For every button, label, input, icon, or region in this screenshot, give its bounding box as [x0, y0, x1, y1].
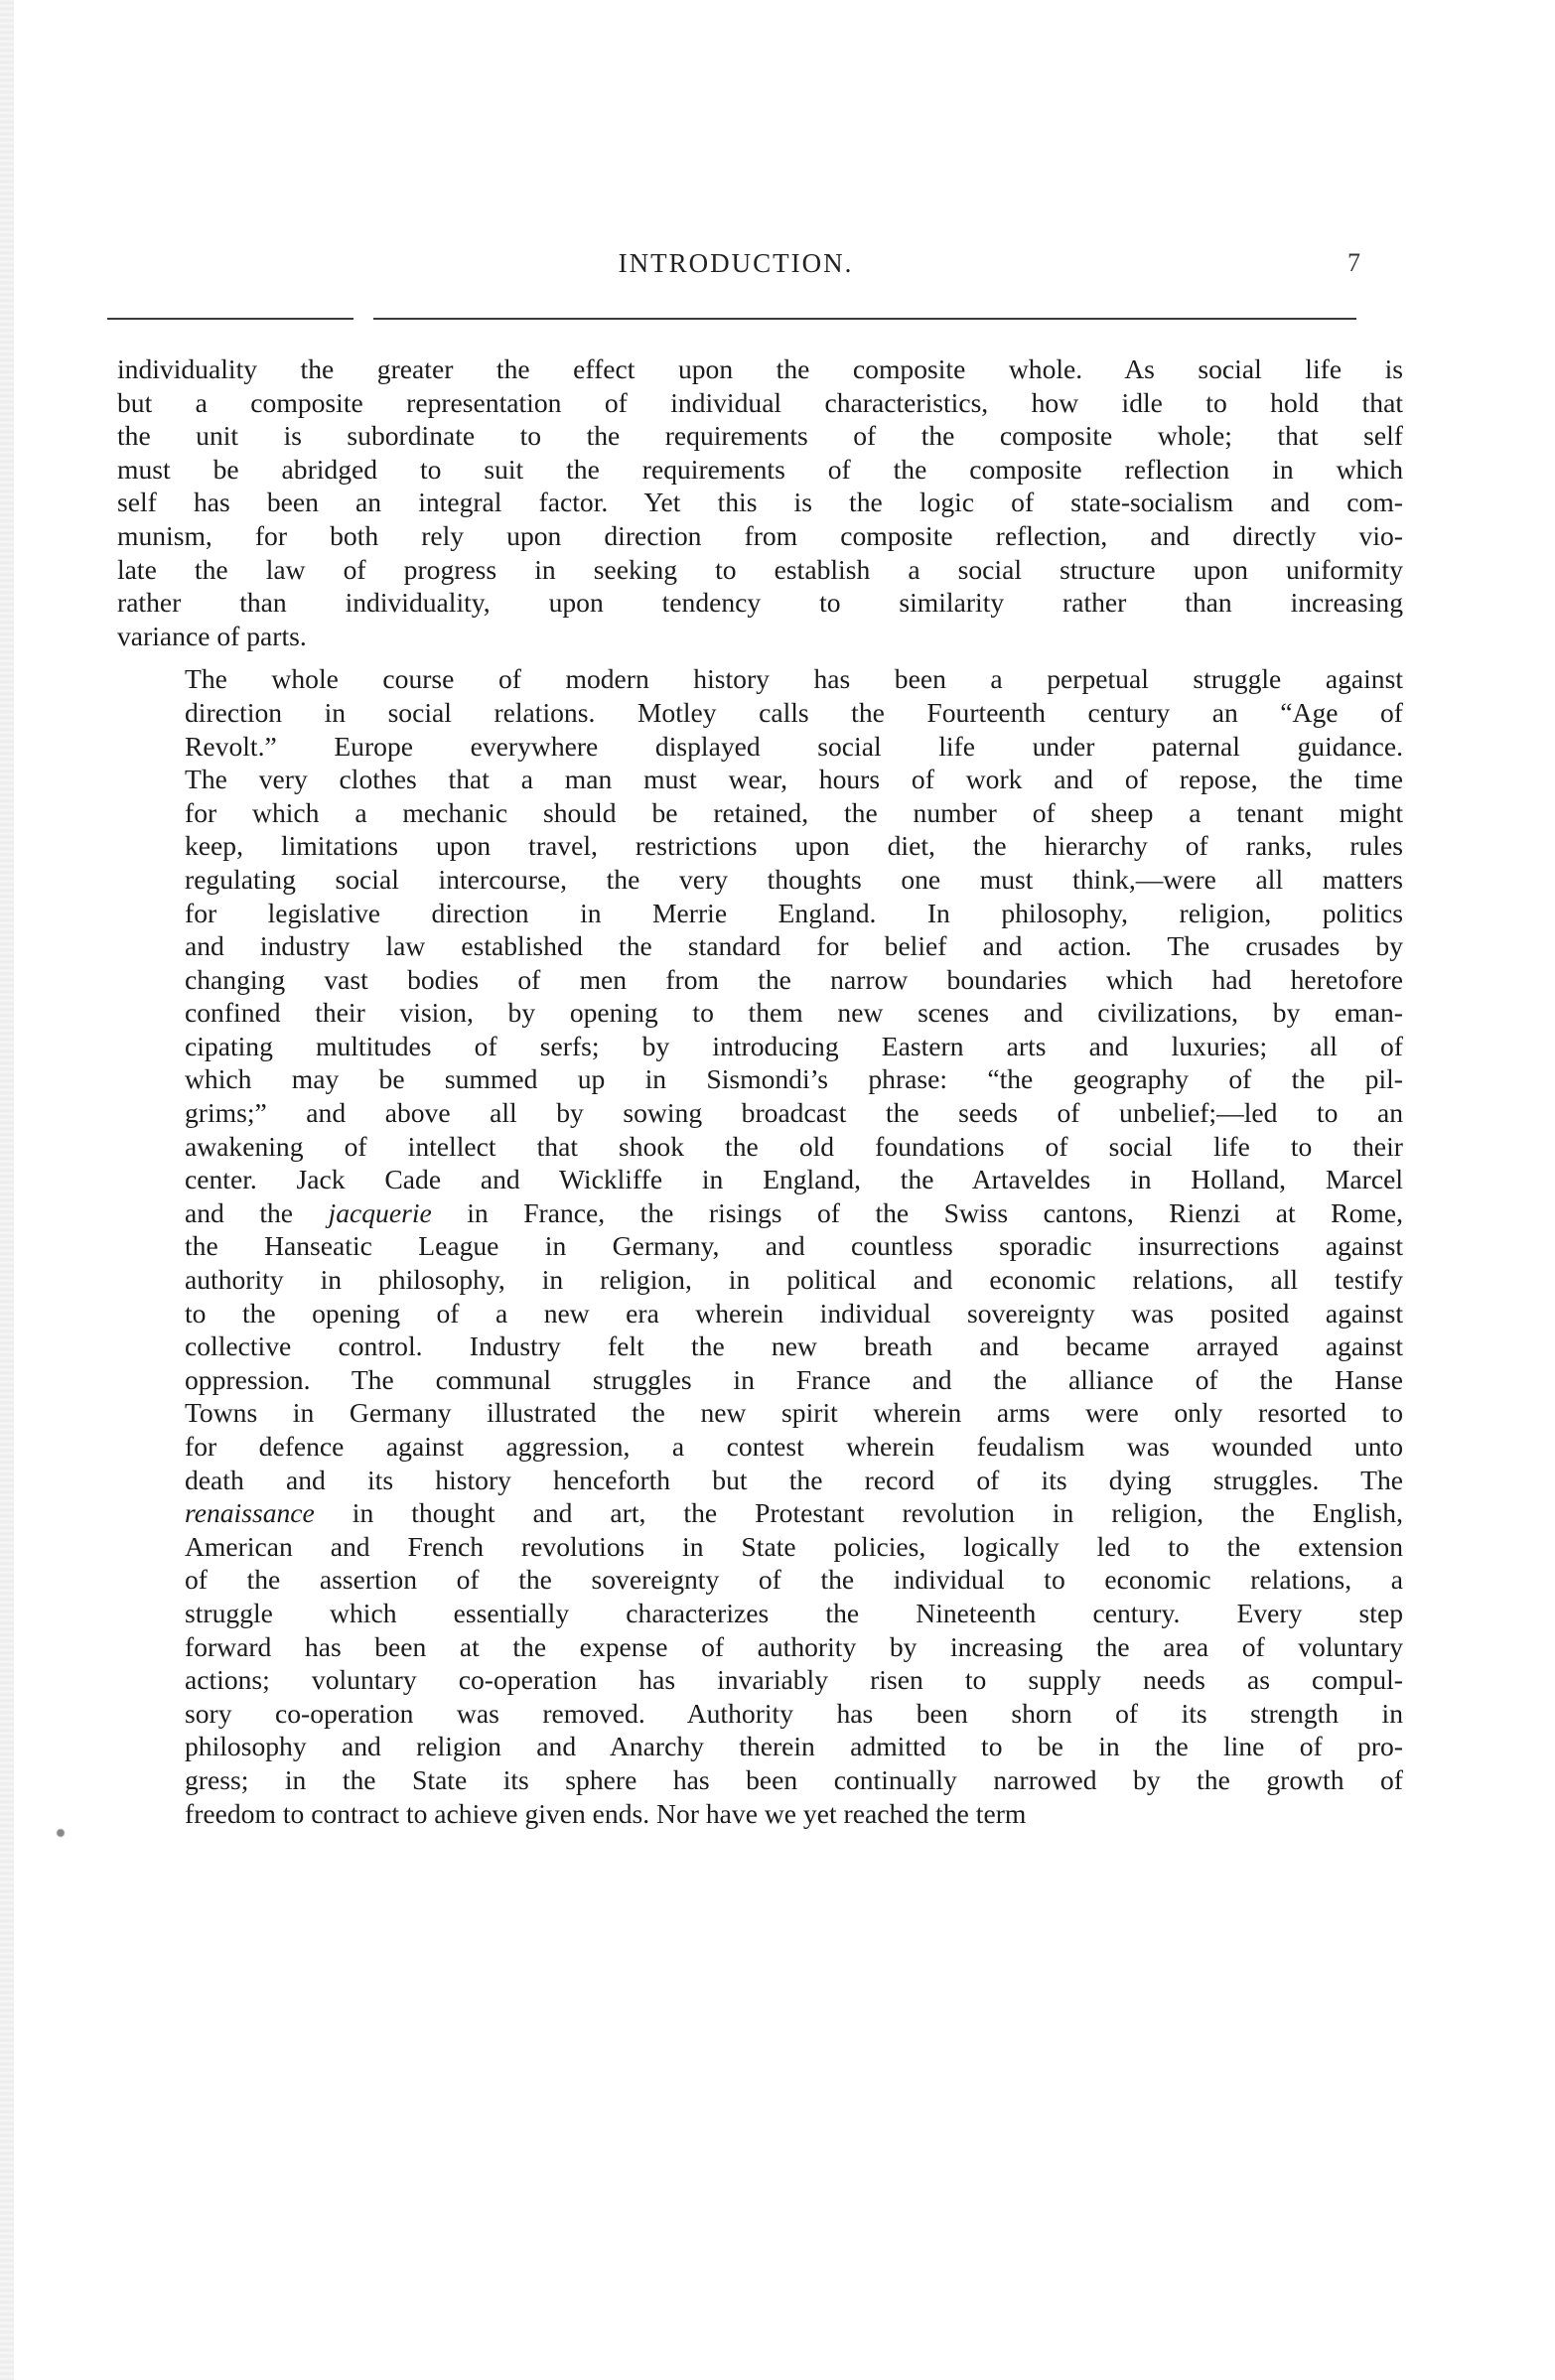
italic-term: renaissance — [185, 1497, 315, 1529]
text-line: forward has been at the expense of authority by increasing the area of voluntary — [185, 1630, 1403, 1662]
text-line: The very clothes that a man must wear, hours of work and of repose, the time — [185, 764, 1403, 795]
text-line: American and French revolutions in State policies, logically led to the extension — [185, 1530, 1403, 1562]
text-line: freedom to contract to achieve given ends. Nor have we yet reached the term — [185, 1797, 1027, 1829]
text-line: keep, limitations upon travel, restrictions upon diet, the hierarchy of ranks, rules — [185, 830, 1403, 862]
text-line: for defence against aggression, a contest wherein feudalism was wounded unto — [185, 1431, 1403, 1462]
text-line: Towns in Germany illustrated the new spirit wherein arms were only resorted to — [185, 1397, 1403, 1429]
text-line: renaissance in thought and art, the Protestant revolution in religion, the English, — [185, 1497, 1403, 1529]
margin-mark — [56, 1827, 66, 1839]
text-line: death and its history henceforth but the record of its dying struggles. The — [185, 1464, 1403, 1495]
text-line: to the opening of a new era wherein individual sovereignty was posited against — [185, 1297, 1403, 1329]
text-line: Revolt.” Europe everywhere displayed social life under paternal guidance. — [185, 730, 1403, 762]
text-line: actions; voluntary co-operation has invariably risen to supply needs as compul- — [185, 1664, 1403, 1696]
text-line: cipating multitudes of serfs; by introducing Eastern arts and luxuries; all of — [185, 1030, 1403, 1061]
text-line: direction in social relations. Motley calls the Fourteenth century an “Age of — [185, 696, 1403, 728]
text-line: individuality the greater the effect upon the composite whole. As social life is — [117, 353, 1403, 384]
text-line: collective control. Industry felt the new breath and became arrayed against — [185, 1330, 1403, 1362]
paragraph — [117, 352, 1403, 652]
text-line: philosophy and religion and Anarchy therein admitted to be in the line of pro- — [185, 1731, 1403, 1762]
text-line: variance of parts. — [117, 620, 307, 651]
text-line: for which a mechanic should be retained, the number of sheep a tenant might — [185, 796, 1403, 828]
text-line: struggle which essentially characterizes the Nineteenth century. Every step — [185, 1597, 1403, 1628]
page-number: 7 — [1347, 248, 1360, 277]
text-line: for legislative direction in Merrie England. In philosophy, religion, politics — [185, 897, 1403, 928]
text-line: self has been an integral factor. Yet this is the logic of state-socialism and com- — [117, 487, 1403, 518]
text-line: oppression. The communal struggles in France and the alliance of the Hanse — [185, 1363, 1403, 1395]
text-line: rather than individuality, upon tendency to similarity rather than increasing — [117, 587, 1403, 619]
text-line: gress; in the State its sphere has been continually narrowed by the growth of — [185, 1763, 1403, 1795]
text-line: and the jacquerie in France, the risings of the Swiss cantons, Rienzi at Rome, — [185, 1196, 1403, 1228]
text-line: which may be summed up in Sismondi’s phrase: “the geography of the pil- — [185, 1063, 1403, 1095]
text-line: center. Jack Cade and Wickliffe in England, the Artaveldes in Holland, Marcel — [185, 1164, 1403, 1195]
scan-edge — [0, 0, 14, 2380]
text-line: confined their vision, by opening to them new scenes and civilizations, by eman- — [185, 997, 1403, 1029]
text-line: awakening of intellect that shook the old foundations of social life to their — [185, 1130, 1403, 1162]
header-rule-right — [373, 318, 1356, 320]
text-line: the unit is subordinate to the requirements of the composite whole; that self — [117, 420, 1403, 452]
paragraph — [117, 662, 1403, 1830]
header-rule-left — [107, 318, 353, 320]
body-text — [117, 352, 1403, 1830]
text-line: must be abridged to suit the requirements of the composite reflection in which — [117, 453, 1403, 485]
italic-term: jacquerie — [328, 1196, 432, 1228]
text-line: sory co-operation was removed. Authority has been shorn of its strength in — [185, 1697, 1403, 1729]
text-line: but a composite representation of individual characteristics, how idle to hold that — [117, 386, 1403, 418]
text-line: and industry law established the standard for belief and action. The crusades by — [185, 930, 1403, 962]
text-line: authority in philosophy, in religion, in political and economic relations, all testify — [185, 1264, 1403, 1296]
text-line: the Hanseatic League in Germany, and countless sporadic insurrections against — [185, 1230, 1403, 1262]
text-line: regulating social intercourse, the very thoughts one must think,—were all matters — [185, 863, 1403, 895]
running-head-title: INTRODUCTION. — [618, 248, 854, 278]
text-line: changing vast bodies of men from the narrow boundaries which had heretofore — [185, 963, 1403, 995]
text-line: of the assertion of the sovereignty of the individual to economic relations, a — [185, 1564, 1403, 1596]
text-line: grims;” and above all by sowing broadcast the seeds of unbelief;—led to an — [185, 1097, 1403, 1129]
text-line: The whole course of modern history has been a perpetual struggle against — [185, 663, 1403, 695]
text-line: late the law of progress in seeking to establish a social structure upon uniformity — [117, 553, 1403, 585]
text-line: munism, for both rely upon direction from composite reflection, and directly vio- — [117, 519, 1403, 551]
running-head — [111, 248, 1360, 288]
